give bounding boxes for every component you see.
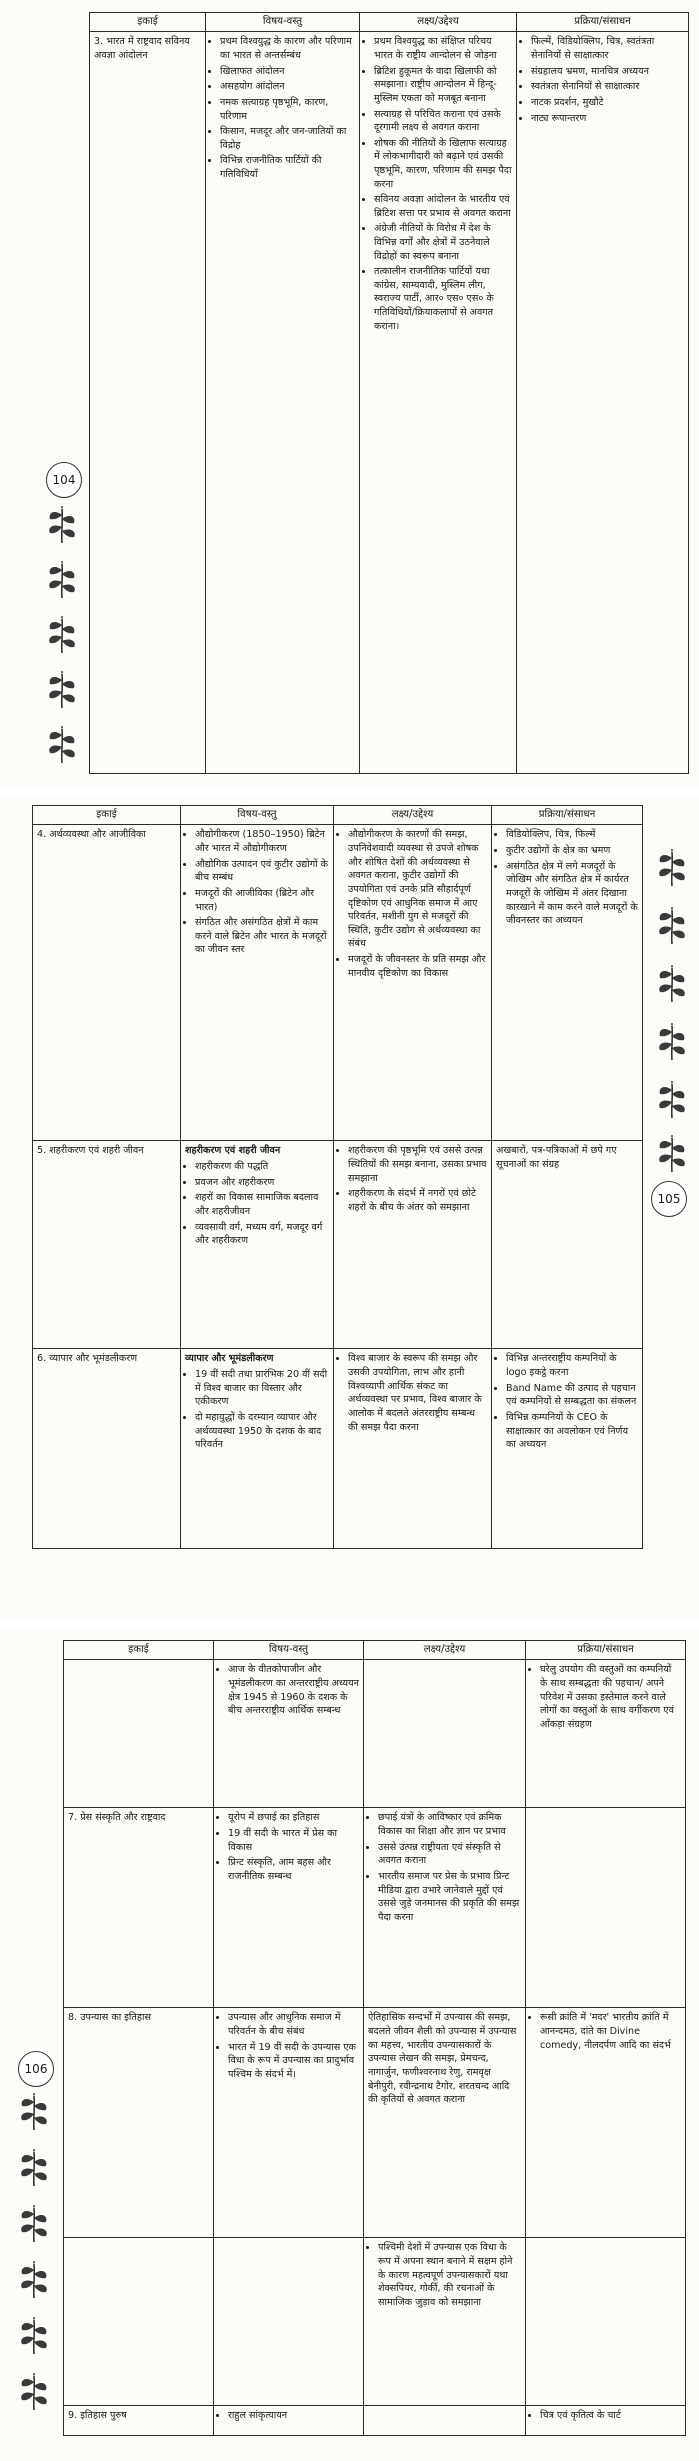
page-number-104: 104: [46, 462, 82, 498]
table-row-unit-5: [33, 1141, 643, 1349]
list-item: • औद्योगीकरण (1850–1950) ब्रिटेन और भारत में औद्योगीकरण: [195, 828, 329, 855]
objectives-cell: [334, 1141, 492, 1349]
leaf-ornament-icon: [42, 560, 82, 600]
unit-name: [64, 2238, 214, 2406]
header-content: विषय-वस्तु: [181, 806, 334, 825]
list-item: • संग्रहालय भ्रमण, मानचित्र अध्ययन: [531, 65, 684, 79]
list-item: • उससे उत्पन्न राष्ट्रीयता एवं संस्कृति से अवगत कराना: [378, 1841, 521, 1868]
list-item: • शहरीकरण के संदर्भ में नगरों एवं छोटे शहरों के बीच के अंतर को समझाना: [348, 1187, 487, 1214]
header-resources: प्रक्रिया/संसाधन: [517, 13, 689, 32]
list-item: • प्रवजन और शहरीकरण: [195, 1176, 329, 1190]
content-cell: [214, 2406, 364, 2436]
curriculum-table-page-105: [32, 805, 643, 1549]
list-item: • राहुल सांकृत्यायन: [228, 2409, 359, 2423]
content-cell: [214, 1660, 364, 1808]
list-item: • उपन्यास और आधुनिक समाज में परिवर्तन के बीच संबंध: [228, 2011, 359, 2038]
table-row-unit-4: [33, 825, 643, 1141]
list-item: • औद्योगिक उत्पादन एवं कुटीर उद्योगों के बीच सम्बंध: [195, 858, 329, 885]
leaf-ornament-icon: [14, 2204, 54, 2244]
list-item: • शोषक की नीतियों के खिलाफ सत्याग्रह में लोकभागीदारी को बढ़ाने एवं उसकी पृष्ठभूमि, कारण, परिणाम की समझ पैदा करना: [374, 137, 512, 191]
table-row-unit-6-continued: [64, 1660, 686, 1808]
leaf-ornament-icon: [14, 2092, 54, 2132]
list-item: • शहरीकरण की पृष्ठभूमि एवं उससे उत्पन्न स्थितियों की समझ बनाना, उसका प्रभाव समझाना: [348, 1144, 487, 1185]
list-item: • Band Name की उत्पाद से पहचान एवं कम्पनियों से सम्बद्धता का संकलन: [506, 1382, 638, 1409]
leaf-ornament-icon: [42, 505, 82, 545]
objectives-cell: [364, 2406, 526, 2436]
content-subheading: शहरीकरण एवं शहरी जीवन: [185, 1145, 281, 1157]
list-item: • अंग्रेजी नीतियों के विरोध में देश के विभिन्न वर्गों और क्षेत्रों में उठनेवाले विद्रोहों का स्वरूप बनाना: [374, 222, 512, 263]
objective-text: ऐतिहासिक सन्दर्भों में उपन्यास की समझ, बदलते जीवन शैली को उपन्यास में उपन्यास का महत्त्व, भारतीय उपन्यासकारों के उपन्यास लेखन की समझ, प्रेमचन्द, नागार्जुन, फणीश्वरनाथ रेणु, रामवृक्ष बेनीपुरी, रवीन्द्रनाथ टैगोर, शरतचन्द आदि की कृतियों से अवगत कराना: [368, 2012, 517, 2106]
header-objectives: लक्ष्य/उद्देश्य: [364, 1641, 526, 1660]
table-row-unit-8-continued: [64, 2238, 686, 2406]
leaf-ornament-icon: [14, 2372, 54, 2412]
list-item: • दो महायुद्धों के दरम्यान व्यापार और अर्थव्यवस्था 1950 के दशक के बाद परिवर्तन: [195, 1411, 329, 1452]
leaf-ornament-icon: [14, 2148, 54, 2188]
list-item: • शहरों का विकास सामाजिक बदलाव और शहरीजीवन: [195, 1191, 329, 1218]
list-item: • फिल्में, विडियोक्लिप, चित्र, स्वतंत्रता सेनानियों से साक्षात्कार: [531, 35, 684, 62]
resources-cell: [526, 2406, 686, 2436]
objectives-cell: [364, 1660, 526, 1808]
header-unit: इकाई: [90, 13, 206, 32]
list-item: • चित्र एवं कृतित्व के चार्ट: [540, 2409, 681, 2423]
unit-name: [64, 1660, 214, 1808]
table-row-unit-8: [64, 2008, 686, 2238]
list-item: • किसान, मजदूर और जन-जातियों का विद्रोह: [220, 125, 355, 152]
list-item: • प्रिन्ट संस्कृति, आम बहस और राजनीतिक सम्बन्ध: [228, 1856, 359, 1883]
list-item: • घरेलु उपयोग की वस्तुओं का कम्पनियों के साथ सम्बद्धता की पहचान/ अपने परिवेश में उसका इस्तेमाल करने वाले लोगों का वस्तुओं के साथ वर्गीकरण एवं आँकड़ा संग्रहण: [540, 1663, 681, 1731]
page-number-106: 106: [18, 2051, 54, 2087]
header-resources: प्रक्रिया/संसाधन: [492, 806, 643, 825]
objectives-cell: [364, 2238, 526, 2406]
resources-cell: [517, 32, 689, 774]
leaf-ornament-icon: [652, 1022, 692, 1062]
list-item: • ब्रिटिश हुकूमत के वादा खिलाफी को समझाना। राष्ट्रीय आन्दोलन में हिन्दू-मुस्लिम एकता को मजबूत बनाना: [374, 65, 512, 106]
list-item: • सत्याग्रह से परिचित कराना एवं उसके दूरगामी लक्ष्य से अवगत कराना: [374, 108, 512, 135]
list-item: • औद्योगीकरण के कारणों की समझ, उपनिवेशवादी व्यवस्था से उपजे शोषक और शोषित देशों की अर्थव्यवस्था से अवगत कराना, कुटीर उद्योगों की उपयोगिता एवं उनके प्रति सौहार्दपूर्ण दृष्टिकोण एवं आधुनिक समाज में आए परिवर्तन, मशीनी युग से मजदूरों की स्थिति, कुटीर उद्योग से अर्थव्यवस्था का संबंध: [348, 828, 487, 950]
leaf-ornament-icon: [42, 615, 82, 655]
table-header-row: [64, 1641, 686, 1660]
list-item: • विभिन्न राजनीतिक पार्टियों की गतिविधियाँ: [220, 154, 355, 181]
resource-text: अखबारों, पत्र-पत्रिकाओं में छपे गए सूचनाओं का संग्रह: [496, 1145, 617, 1171]
list-item: • विभिन्न कम्पनियों के CEO के साक्षात्कार का अवलोकन एवं निर्णय का अध्ययन: [506, 1411, 638, 1452]
list-item: • स्वतंत्रता सेनानियों से साक्षात्कार: [531, 80, 684, 94]
unit-name: 4. अर्थव्यवस्था और आजीविका: [33, 825, 181, 1141]
content-cell: [214, 2008, 364, 2238]
list-item: • भारतीय समाज पर प्रेस के प्रभाव प्रिन्ट मीडिया द्वारा उभारे जानेवाले मुद्दों एवं उससे जुड़े जनमानस की प्रकृति की समझ पैदा करना: [378, 1870, 521, 1924]
leaf-ornament-icon: [42, 725, 82, 765]
list-item: • 19 वीं सदी तथा प्रारंभिक 20 वीं सदी में विश्व बाजार का विस्तार और एकीकरण: [195, 1368, 329, 1409]
list-item: • रूसी क्रांति में 'मदर' भारतीय क्रांति में आनन्दमठ, दांते का Divine comedy, नीलदर्पण आदि का संदर्भ: [540, 2011, 681, 2052]
header-unit: इकाई: [33, 806, 181, 825]
content-cell: [214, 2238, 364, 2406]
leaf-ornament-icon: [652, 848, 692, 888]
resources-cell: [526, 1808, 686, 2008]
list-item: • असहयोग आंदोलन: [220, 80, 355, 94]
list-item: • नाट्य रूपान्तरण: [531, 112, 684, 126]
header-resources: प्रक्रिया/संसाधन: [526, 1641, 686, 1660]
list-item: • प्रथम विश्वयुद्ध के कारण और परिणाम का भारत से अन्तर्सम्बंध: [220, 35, 355, 62]
unit-name: 7. प्रेस संस्कृति और राष्ट्रवाद: [64, 1808, 214, 2008]
resources-cell: [526, 2008, 686, 2238]
table-header-row: [33, 806, 643, 825]
list-item: • विडियोक्लिप, चित्र, फिल्में: [506, 828, 638, 842]
list-item: • नमक सत्याग्रह पृष्ठभूमि, कारण, परिणाम: [220, 96, 355, 123]
list-item: • असंगठित क्षेत्र में लगे मजदूरों के जोखिम और संगठित क्षेत्र में कार्यरत मजदूरों के जोखिम में अंतर दिखाना कारखाने में काम करने वाले मजदूरों के जीवनस्तर का अध्ययन: [506, 860, 638, 928]
resources-cell: [526, 2238, 686, 2406]
list-item: • संगठित और असंगठित क्षेत्रों में काम करने वाले ब्रिटेन और भारत के मजदूरों का जीवन स्तर: [195, 916, 329, 957]
content-cell: [206, 32, 360, 774]
header-objectives: लक्ष्य/उद्देश्य: [360, 13, 517, 32]
list-item: • विश्व बाजार के स्वरूप की समझ और उसकी उपयोगिता, लाभ और हानी विश्वव्यापी आर्थिक संकट का अर्थव्यवस्था पर प्रभाव, विश्व बाजार के आलोक में बदलते अंतरराष्ट्रीय सम्बन्ध की समझ पैदा करना: [348, 1352, 487, 1434]
list-item: • मजदूरों के जीवनस्तर के प्रति समझ और मानवीय दृष्टिकोण का विकास: [348, 953, 487, 980]
list-item: • प्रथम विश्वयुद्ध का संक्षिप्त परिचय भारत के राष्ट्रीय आन्दोलन से जोड़ना: [374, 35, 512, 62]
leaf-ornament-icon: [14, 2260, 54, 2300]
list-item: • शहरीकरण की पद्धति: [195, 1160, 329, 1174]
list-item: • कुटीर उद्योगों के क्षेत्र का भ्रमण: [506, 844, 638, 858]
resources-cell: [492, 1141, 643, 1349]
objectives-cell: [334, 825, 492, 1141]
header-content: विषय-वस्तु: [214, 1641, 364, 1660]
unit-name: 8. उपन्यास का इतिहास: [64, 2008, 214, 2238]
list-item: • सविनय अवज्ञा आंदोलन के भारतीय एवं ब्रिटिश सत्ता पर प्रभाव से अवगत कराना: [374, 193, 512, 220]
unit-name: 5. शहरीकरण एवं शहरी जीवन: [33, 1141, 181, 1349]
content-cell: [214, 1808, 364, 2008]
list-item: • आज के वीतकोपाजीन और भूमंडलीकरण का अन्तरराष्ट्रीय अध्ययन क्षेत्र 1945 से 1960 के दशक के बीच अन्तरराष्ट्रीय आर्थिक सम्बन्ध: [228, 1663, 359, 1717]
list-item: • नाटक प्रदर्शन, मुखौटे: [531, 96, 684, 110]
leaf-ornament-icon: [652, 906, 692, 946]
leaf-ornament-icon: [42, 670, 82, 710]
table-header-row: [90, 13, 689, 32]
list-item: • छपाई यंत्रों के आविष्कार एवं क्रमिक विकास का शिक्षा और ज्ञान पर प्रभाव: [378, 1811, 521, 1838]
table-row-unit-7: [64, 1808, 686, 2008]
resources-cell: [492, 825, 643, 1141]
content-cell: [181, 1349, 334, 1549]
page-number-105: 105: [651, 1181, 687, 1217]
resources-cell: [492, 1349, 643, 1549]
unit-name: 3. भारत में राष्ट्रवाद सविनय अवज्ञा आंदोलन: [90, 32, 206, 774]
list-item: • तत्कालीन राजनीतिक पार्टियों यथा कांग्रेस, साम्यवादी, मुस्लिम लीग, स्वराज्य पार्टी, आर० एस० एस० के गतिविधियों/क्रियाकलापों से अवगत कराना।: [374, 265, 512, 333]
header-unit: इकाई: [64, 1641, 214, 1660]
leaf-ornament-icon: [652, 964, 692, 1004]
curriculum-table-page-104: [89, 12, 689, 774]
list-item: • विभिन्न अन्तरराष्ट्रीय कम्पनियों के logo इकट्ठे करना: [506, 1352, 638, 1379]
objectives-cell: [334, 1349, 492, 1549]
list-item: • खिलाफत आंदोलन: [220, 65, 355, 79]
table-row-unit-3: [90, 32, 689, 774]
leaf-ornament-icon: [14, 2316, 54, 2356]
list-item: • मजदूरों की आजीविका (ब्रिटेन और भारत): [195, 887, 329, 914]
resources-cell: [526, 1660, 686, 1808]
table-row-unit-6: [33, 1349, 643, 1549]
list-item: • व्यवसायी वर्ग, मध्यम वर्ग, मजदूर वर्ग और शहरीकरण: [195, 1221, 329, 1248]
unit-name: 9. इतिहास पुरुष: [64, 2406, 214, 2436]
curriculum-table-page-106: [63, 1640, 686, 2436]
header-content: विषय-वस्तु: [206, 13, 360, 32]
content-cell: [181, 1141, 334, 1349]
content-cell: [181, 825, 334, 1141]
objectives-cell: [360, 32, 517, 774]
content-subheading: व्यापार और भूमंडलीकरण: [185, 1353, 274, 1365]
objectives-cell: [364, 2008, 526, 2238]
list-item: • पश्चिमी देशों में उपन्यास एक विधा के रूप में अपना स्थान बनाने में सक्षम होने के कारण महत्वपूर्ण उपन्यासकारों यथा शेक्सपियर, गोर्की, की रचनाओं के सामाजिक जुड़ाव को समझाना: [378, 2241, 521, 2309]
leaf-ornament-icon: [652, 1134, 692, 1174]
leaf-ornament-icon: [652, 1080, 692, 1120]
list-item: • यूरोप में छपाई का इतिहास: [228, 1811, 359, 1825]
objectives-cell: [364, 1808, 526, 2008]
list-item: • भारत में 19 वीं सदी के उपन्यास एक विधा के रूप में उपन्यास का प्रादुर्भाव पश्चिम के संदर्भ में।: [228, 2041, 359, 2082]
header-objectives: लक्ष्य/उद्देश्य: [334, 806, 492, 825]
unit-name: 6. व्यापार और भूमंडलीकरण: [33, 1349, 181, 1549]
table-row-unit-9: [64, 2406, 686, 2436]
list-item: • 19 वीं सदी के भारत में प्रेस का विकास: [228, 1827, 359, 1854]
